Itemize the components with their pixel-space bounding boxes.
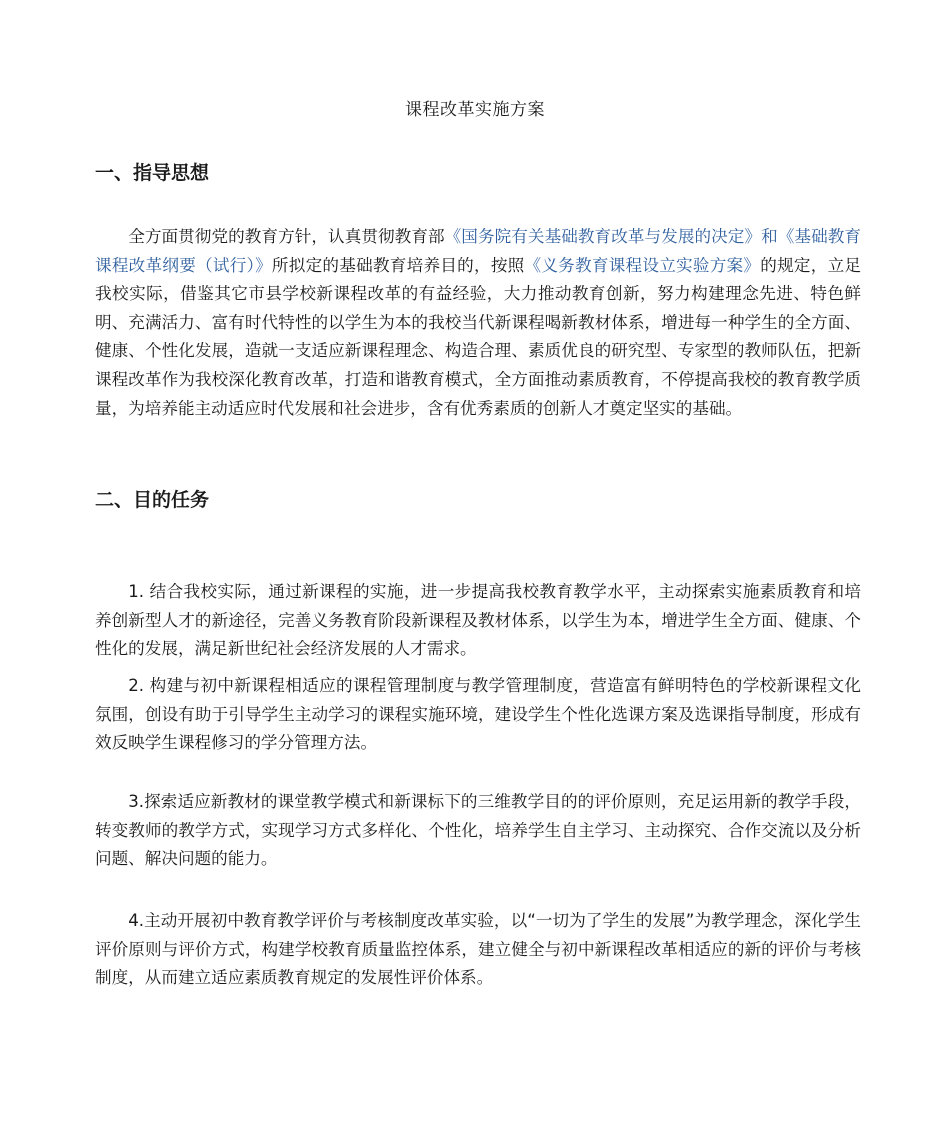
guiding-ideology-paragraph [95, 223, 861, 423]
paragraph-text: 所拟定的基础教育培养目的，按照 [271, 255, 525, 275]
section-heading-goals-tasks: 二、目的任务 [95, 489, 210, 511]
paragraph-text: 的规定，立足我校实际，借鉴其它市县学校新课程改革的有益经验，大力推动教育创新，努力构建理念先进、特色鲜明、充满活力、富有时代特性的以学生为本的我校当代新课程喝新教材体系，增进每一种学生的全方面、健康、个性化发展，造就一支适应新课程理念、构造合理、素质优良的研究型、专家型的教师队伍，把新课程改革作为我校深化教育改革，打造和谐教育模式，全方面推动素质教育，不停提高我校的教育教学质量，为培养能主动适应时代发展和社会进步，含有优秀素质的创新人才奠定坚实的基础。 [95, 255, 862, 418]
task-item-1: 1. 结合我校实际，通过新课程的实施，进一步提高我校教育教学水平，主动探索实施素质教育和培养创新型人才的新途径，完善义务教育阶段新课程及教材体系，以学生为本，增进学生全方面、健康、个性化的发展，满足新世纪社会经济发展的人才需求。 [95, 582, 861, 659]
section-heading-guiding-ideology: 一、指导思想 [95, 162, 210, 184]
paragraph-text: 全方面贯彻党的教育方针，认真贯彻教育部 [128, 227, 445, 246]
task-item-2: 2. 构建与初中新课程相适应的课程管理制度与教学管理制度，营造富有鲜明特色的学校新课程文化氛围，创设有助于引导学生主动学习的课程实施环境，建设学生个性化选课方案及选课指导制度，形成有效反映学生课程修习的学分管理方法。 [95, 676, 861, 753]
document-title: 课程改革实施方案 [405, 100, 545, 120]
task-item-3: 3.探索适应新教材的课堂教学模式和新课标下的三维教学目的的评价原则，充足运用新的教学手段，转变教师的教学方式，实现学习方式多样化、个性化，培养学生自主学习、主动探究、合作交流以及分析问题、解决问题的能力。 [95, 792, 861, 869]
policy-document-link[interactable]: 《国务院有关基础教育改革与发展的决定》和《基础教育课程改革纲要（试行）》 [95, 227, 861, 275]
task-item-4: 4.主动开展初中教育教学评价与考核制度改革实验，以“一切为了学生的发展”为教学理念，深化学生评价原则与评价方式，构建学校教育质量监控体系，建立健全与初中新课程改革相适应的新的评价与考核制度，从而建立适应素质教育规定的发展性评价体系。 [95, 911, 861, 988]
curriculum-plan-link[interactable]: 《义务教育课程设立实验方案》 [524, 255, 761, 275]
